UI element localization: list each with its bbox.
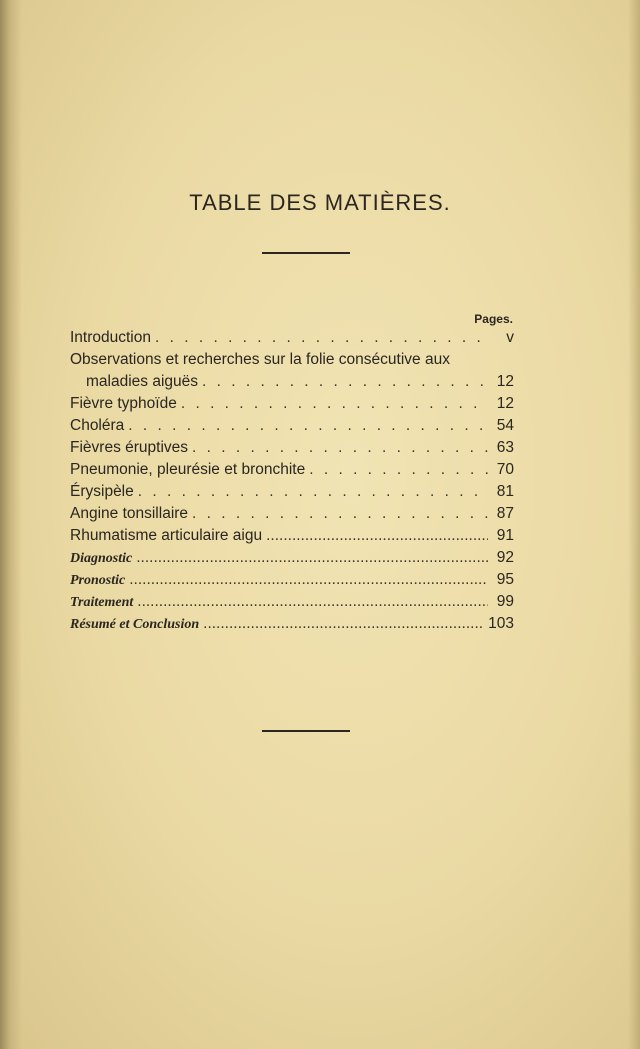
toc-leader-dots bbox=[136, 547, 488, 569]
toc-entry-fievres-eruptives bbox=[70, 437, 514, 459]
toc-leader-dots bbox=[203, 613, 484, 635]
toc-entry-label: Rhumatisme articulaire aigu bbox=[70, 527, 263, 544]
toc-entry-page: 99 bbox=[496, 593, 514, 610]
toc-entry-label: Résumé et Conclusion bbox=[70, 617, 200, 632]
toc-entry-page: 87 bbox=[496, 505, 514, 522]
toc-entry-label: Introduction bbox=[70, 329, 151, 346]
toc-entry-label: Diagnostic bbox=[70, 551, 133, 566]
toc-entry-angine-tonsillaire bbox=[70, 503, 514, 525]
toc-leader-dots bbox=[155, 327, 488, 349]
toc-leader-dots bbox=[137, 591, 488, 613]
toc-entry-introduction bbox=[70, 327, 514, 349]
toc-entry-label: Érysipèle bbox=[70, 483, 134, 500]
toc-leader-dots bbox=[128, 415, 488, 437]
toc-entry-page: 12 bbox=[496, 395, 514, 412]
toc-entry-page: 92 bbox=[496, 549, 514, 566]
toc-leader-dots bbox=[266, 525, 488, 547]
toc-entry-label: Fièvres éruptives bbox=[70, 439, 189, 456]
toc-entry-label: Choléra bbox=[70, 417, 125, 434]
toc-entry-pronostic bbox=[70, 569, 514, 591]
toc-entry-label: Fièvre typhoïde bbox=[70, 395, 177, 412]
table-of-contents bbox=[70, 327, 514, 635]
toc-entry-erysipele bbox=[70, 481, 514, 503]
toc-entry-label: Pneumonie, pleurésie et bronchite bbox=[70, 461, 306, 478]
toc-entry-label: Pronostic bbox=[70, 573, 126, 588]
toc-leader-dots bbox=[181, 393, 488, 415]
toc-entry-page: v bbox=[506, 329, 514, 346]
toc-entry-observations bbox=[70, 349, 514, 371]
toc-entry-label: maladies aiguës bbox=[86, 373, 199, 390]
toc-entry-page: 103 bbox=[488, 615, 514, 632]
closing-rule bbox=[262, 730, 350, 732]
toc-entry-cholera bbox=[70, 415, 514, 437]
page-edge-shadow bbox=[628, 0, 640, 1049]
book-spine-shadow bbox=[0, 0, 22, 1049]
toc-leader-dots bbox=[192, 503, 488, 525]
toc-leader-dots bbox=[138, 481, 488, 503]
toc-entry-resume-conclusion bbox=[70, 613, 514, 635]
page-title: TABLE DES MATIÈRES. bbox=[189, 190, 451, 215]
toc-entry-label: Observations et recherches sur la folie consécutive aux bbox=[70, 351, 450, 368]
toc-entry-page: 91 bbox=[496, 527, 514, 544]
toc-entry-label: Angine tonsillaire bbox=[70, 505, 189, 522]
toc-entry-page: 81 bbox=[496, 483, 514, 500]
toc-entry-page: 70 bbox=[496, 461, 514, 478]
toc-leader-dots bbox=[129, 569, 488, 591]
toc-entry-fievre-typhoide bbox=[70, 393, 514, 415]
toc-entry-maladies-aigues bbox=[70, 371, 514, 393]
toc-entry-pneumonie bbox=[70, 459, 514, 481]
toc-leader-dots bbox=[202, 371, 488, 393]
pages-column-header: Pages. bbox=[474, 312, 513, 326]
toc-leader-dots bbox=[192, 437, 488, 459]
toc-entry-traitement bbox=[70, 591, 514, 613]
title-rule bbox=[262, 252, 350, 254]
toc-entry-page: 12 bbox=[496, 373, 514, 390]
toc-entry-label: Traitement bbox=[70, 595, 134, 610]
toc-entry-rhumatisme bbox=[70, 525, 514, 547]
toc-entry-diagnostic bbox=[70, 547, 514, 569]
toc-entry-page: 54 bbox=[496, 417, 514, 434]
toc-entry-page: 95 bbox=[496, 571, 514, 588]
toc-leader-dots bbox=[309, 459, 488, 481]
toc-entry-page: 63 bbox=[496, 439, 514, 456]
